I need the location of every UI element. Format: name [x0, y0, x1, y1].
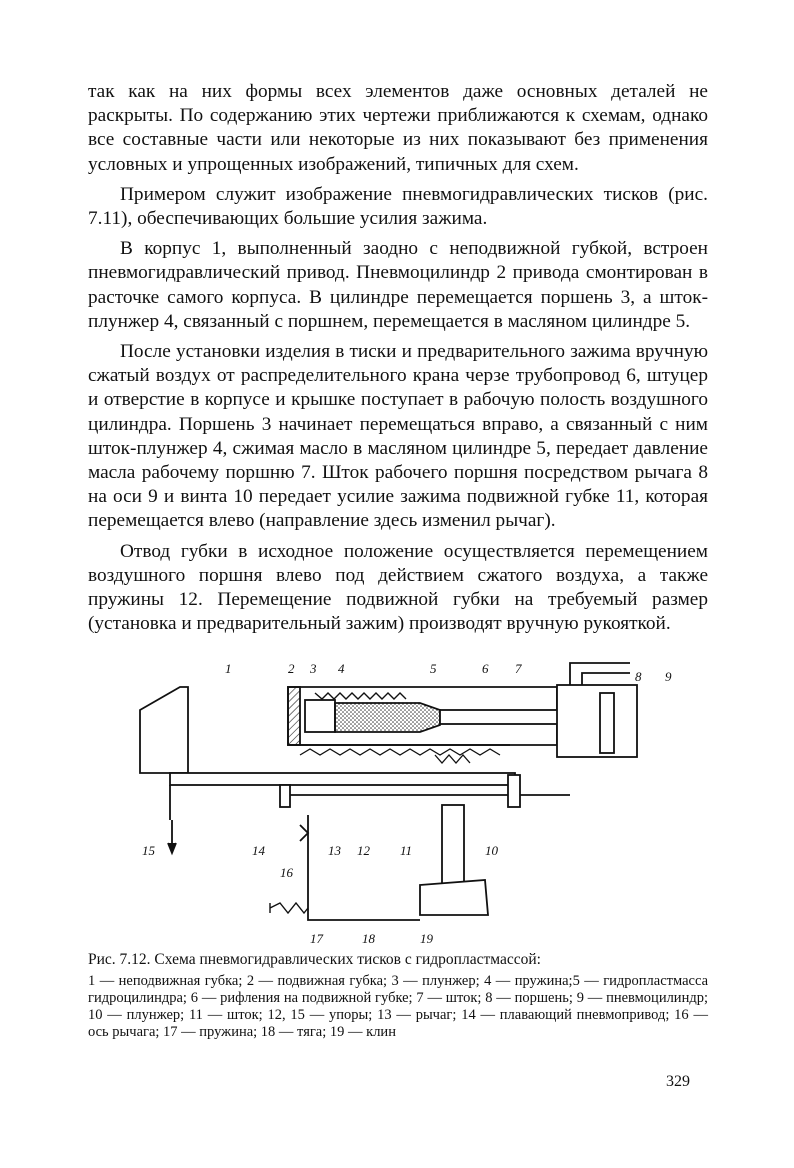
label-8: 8 [635, 669, 642, 684]
paragraph: В корпус 1, выполненный заодно с неподвижной губкой, встроен пневмогидравлический привод. Пневмоцилиндр 2 привода смонтирован в расточке самого корпуса. В цилиндре перемещается поршень 3, а шток-плунжер 4, связанный с поршнем, перемещается в масляном цилиндре 5. [88, 238, 708, 332]
label-11: 11 [400, 843, 413, 858]
page-number: 329 [666, 1073, 690, 1090]
paragraph: так как на них формы всех элементов даже основных деталей не раскрыты. По содержанию этих чертежи приближаются к схемам, однако все составные части или некоторые из них показывают без применения условных и упрощенных изображений, типичных для схем. [88, 81, 708, 175]
paragraph: Примером служит изображение пневмогидравлических тисков (рис. 7.11), обеспечивающих большие усилия зажима. [88, 183, 708, 230]
caption-title: Рис. 7.12. Схема пневмогидравлических тисков с гидропластмассой: [88, 951, 541, 968]
figure-vise-diagram [130, 655, 690, 950]
paragraph: Отвод губки в исходное положение осуществляется перемещением воздушного поршня влево под действием сжатого воздуха, а также пружины 12. Перемещение подвижной губки на требуемый размер (установка и предварительный зажим) производят вручную рукояткой. [88, 540, 708, 635]
label-5: 5 [430, 661, 437, 676]
label-17: 17 [310, 931, 323, 946]
label-14: 14 [252, 843, 265, 858]
label-4: 4 [338, 661, 345, 676]
label-13: 13 [328, 843, 341, 858]
label-12: 12 [357, 843, 370, 858]
label-9: 9 [665, 669, 672, 684]
label-19: 19 [420, 931, 433, 946]
label-2: 2 [288, 661, 295, 676]
label-6: 6 [482, 661, 489, 676]
label-3: 3 [310, 661, 317, 676]
label-10: 10 [485, 843, 498, 858]
label-15: 15 [142, 843, 155, 858]
paragraph: После установки изделия в тиски и предварительного зажима вручную сжатый воздух от распределительного крана черзе трубопровод 6, штуцер и отверстие в корпусе и крышке поступает в рабочую полость воздушного цилиндра. Поршень 3 начинает перемещаться вправо, а связанный с ним шток-плунжер 4, сжимая масло в масляном цилиндре 5, передает давление масла рабочему поршню 7. Шток рабочего поршня посредством рычага 8 на оси 9 и винта 10 передает усилие зажима подвижной губке 11, которая перемещается влево (направление здесь изменил рычаг). [88, 341, 708, 532]
label-7: 7 [515, 661, 522, 676]
caption-legend: 1 — неподвижная губка; 2 — подвижная губка; 3 — плунжер; 4 — пружина;5 — гидропластмасса гидроцилиндра; 6 — рифления на подвижной губке; 7 — шток; 8 — поршень; 9 — пневмоцилиндр; 10 — плунжер; 11 — шток; 12, 15 — упоры; 13 — рычаг; 14 — плавающий пневмопривод; 16 — ось рычага; 17 — пружина; 18 — тяга; 19 — клин [88, 973, 708, 1040]
figure-caption [88, 950, 708, 1041]
vise-schematic [130, 655, 690, 950]
label-1: 1 [225, 661, 232, 676]
label-16: 16 [280, 865, 293, 880]
body-text [88, 80, 708, 636]
label-18: 18 [362, 931, 375, 946]
